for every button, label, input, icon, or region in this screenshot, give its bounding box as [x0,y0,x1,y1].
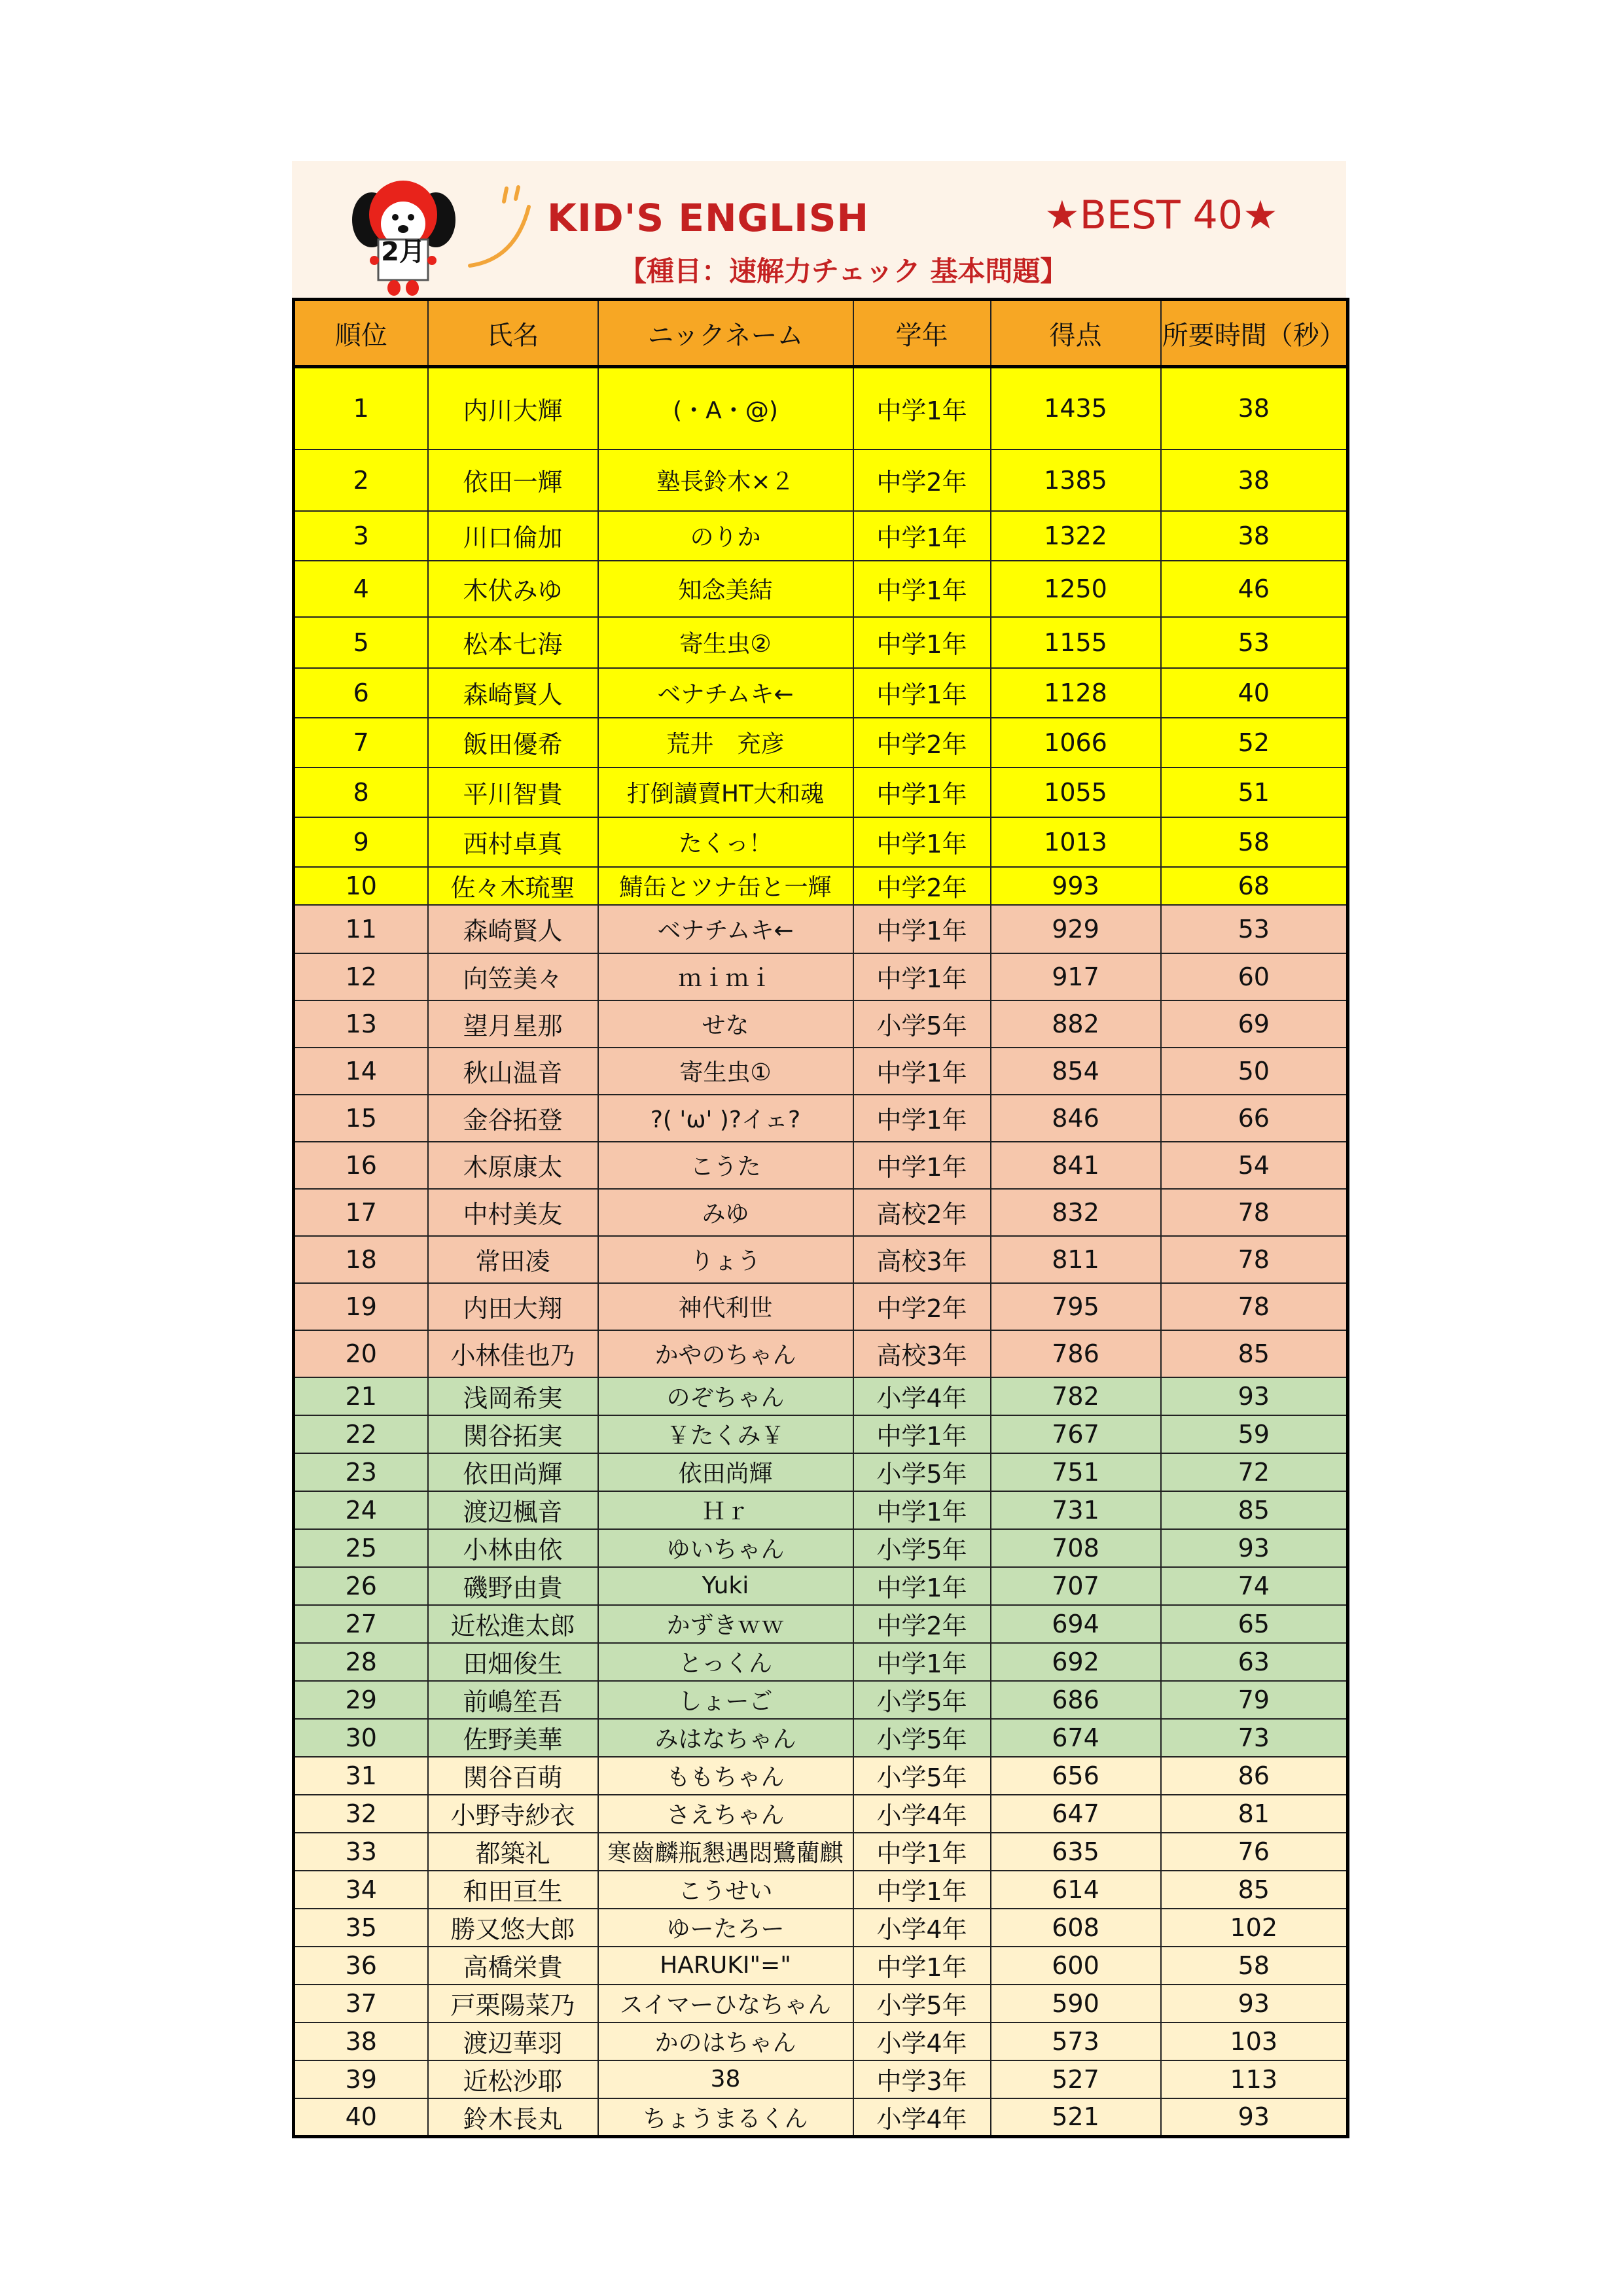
name-cell: 都築礼 [428,1833,598,1871]
score-cell: 731 [991,1491,1161,1529]
grade-cell: 中学1年 [853,561,991,617]
nickname-cell: 寄生虫② [598,617,853,668]
time-cell: 93 [1161,1529,1348,1567]
column-header-rank: 順位 [294,300,428,367]
score-cell: 608 [991,1909,1161,1947]
table-row [294,2022,1348,2060]
grade-cell: 中学1年 [853,1415,991,1453]
rank-cell: 33 [294,1833,428,1871]
grade-cell: 小学5年 [853,1000,991,1048]
score-cell: 841 [991,1142,1161,1189]
rank-cell: 23 [294,1453,428,1491]
time-cell: 68 [1161,867,1348,905]
score-cell: 1066 [991,718,1161,768]
grade-cell: 高校3年 [853,1236,991,1283]
rank-cell: 24 [294,1491,428,1529]
grade-cell: 中学1年 [853,1871,991,1909]
grade-cell: 中学1年 [853,1833,991,1871]
grade-cell: 小学4年 [853,2098,991,2137]
rank-cell: 21 [294,1377,428,1415]
rank-cell: 13 [294,1000,428,1048]
rank-cell: 5 [294,617,428,668]
month-label: 2月 [381,237,425,267]
grade-cell: 中学1年 [853,768,991,817]
time-cell: 52 [1161,718,1348,768]
name-cell: 関谷百萌 [428,1757,598,1795]
name-cell: 小林由依 [428,1529,598,1567]
name-cell: 中村美友 [428,1189,598,1236]
time-cell: 54 [1161,1142,1348,1189]
table-row [294,1453,1348,1491]
nickname-cell: りょう [598,1236,853,1283]
nickname-cell: 依田尚輝 [598,1453,853,1491]
table-row [294,718,1348,768]
time-cell: 59 [1161,1415,1348,1453]
table-row [294,1719,1348,1757]
score-cell: 782 [991,1377,1161,1415]
table-row [294,1095,1348,1142]
nickname-cell: こうせい [598,1871,853,1909]
name-cell: 渡辺楓音 [428,1491,598,1529]
column-header-nickname: ニックネーム [598,300,853,367]
rank-cell: 9 [294,817,428,867]
score-cell: 1013 [991,817,1161,867]
table-header-row [294,300,1348,367]
nickname-cell: 打倒讀賣HT大和魂 [598,768,853,817]
grade-cell: 中学1年 [853,817,991,867]
name-cell: 前嶋笙吾 [428,1681,598,1719]
grade-cell: 小学4年 [853,1377,991,1415]
grade-cell: 中学2年 [853,450,991,511]
nickname-cell: (・A・@) [598,367,853,450]
name-cell: 向笠美々 [428,953,598,1000]
table-row [294,511,1348,561]
rank-cell: 18 [294,1236,428,1283]
name-cell: 佐々木琉聖 [428,867,598,905]
score-cell: 929 [991,905,1161,953]
grade-cell: 中学2年 [853,718,991,768]
nickname-cell: みゆ [598,1189,853,1236]
rank-cell: 29 [294,1681,428,1719]
name-cell: 金谷拓登 [428,1095,598,1142]
rank-cell: 15 [294,1095,428,1142]
rank-cell: 25 [294,1529,428,1567]
name-cell: 勝又悠大郎 [428,1909,598,1947]
score-cell: 786 [991,1330,1161,1377]
grade-cell: 小学4年 [853,2022,991,2060]
nickname-cell: 鯖缶とツナ缶と一輝 [598,867,853,905]
score-cell: 854 [991,1048,1161,1095]
table-row [294,2060,1348,2098]
grade-cell: 小学4年 [853,1795,991,1833]
name-cell: 常田凌 [428,1236,598,1283]
rank-cell: 34 [294,1871,428,1909]
table-row [294,1377,1348,1415]
table-row [294,1283,1348,1330]
name-cell: 松本七海 [428,617,598,668]
name-cell: 小林佳也乃 [428,1330,598,1377]
score-cell: 767 [991,1415,1161,1453]
time-cell: 85 [1161,1330,1348,1377]
rank-cell: 39 [294,2060,428,2098]
nickname-cell: せな [598,1000,853,1048]
score-cell: 708 [991,1529,1161,1567]
table-row [294,1605,1348,1643]
rank-cell: 14 [294,1048,428,1095]
rank-cell: 28 [294,1643,428,1681]
time-cell: 85 [1161,1871,1348,1909]
time-cell: 74 [1161,1567,1348,1605]
table-row [294,367,1348,450]
name-cell: 木伏みゆ [428,561,598,617]
grade-cell: 中学1年 [853,1947,991,1985]
time-cell: 103 [1161,2022,1348,2060]
score-cell: 811 [991,1236,1161,1283]
score-cell: 1322 [991,511,1161,561]
table-row [294,1681,1348,1719]
name-cell: 森崎賢人 [428,905,598,953]
score-cell: 832 [991,1189,1161,1236]
table-row [294,668,1348,718]
name-cell: 磯野由貴 [428,1567,598,1605]
table-row [294,1529,1348,1567]
rank-cell: 40 [294,2098,428,2137]
rank-cell: 8 [294,768,428,817]
name-cell: 渡辺華羽 [428,2022,598,2060]
nickname-cell: たくっ！ [598,817,853,867]
grade-cell: 中学1年 [853,1491,991,1529]
grade-cell: 小学4年 [853,1909,991,1947]
table-row [294,1330,1348,1377]
time-cell: 40 [1161,668,1348,718]
grade-cell: 中学2年 [853,867,991,905]
rank-cell: 1 [294,367,428,450]
nickname-cell: Yuki [598,1567,853,1605]
rank-cell: 37 [294,1985,428,2022]
score-cell: 1055 [991,768,1161,817]
name-cell: 平川智貴 [428,768,598,817]
time-cell: 81 [1161,1795,1348,1833]
name-cell: 和田亘生 [428,1871,598,1909]
table-row [294,1000,1348,1048]
grade-cell: 中学1年 [853,953,991,1000]
score-cell: 614 [991,1871,1161,1909]
time-cell: 102 [1161,1909,1348,1947]
name-cell: 秋山温音 [428,1048,598,1095]
name-cell: 川口倫加 [428,511,598,561]
time-cell: 46 [1161,561,1348,617]
time-cell: 79 [1161,1681,1348,1719]
time-cell: 78 [1161,1236,1348,1283]
score-cell: 1385 [991,450,1161,511]
grade-cell: 小学5年 [853,1453,991,1491]
nickname-cell: ゆーたろー [598,1909,853,1947]
rank-cell: 2 [294,450,428,511]
table-row [294,1947,1348,1985]
rank-cell: 11 [294,905,428,953]
column-header-grade: 学年 [853,300,991,367]
rank-cell: 20 [294,1330,428,1377]
time-cell: 93 [1161,1985,1348,2022]
score-cell: 1128 [991,668,1161,718]
event-subtitle: 【種目：速解力チェック 基本問題】 [619,255,1068,287]
grade-cell: 高校2年 [853,1189,991,1236]
grade-cell: 中学2年 [853,1283,991,1330]
time-cell: 50 [1161,1048,1348,1095]
name-cell: 内田大翔 [428,1283,598,1330]
grade-cell: 高校3年 [853,1330,991,1377]
score-cell: 600 [991,1947,1161,1985]
score-cell: 1435 [991,367,1161,450]
time-cell: 53 [1161,905,1348,953]
name-cell: 内川大輝 [428,367,598,450]
grade-cell: 小学5年 [853,1529,991,1567]
rank-cell: 27 [294,1605,428,1643]
score-cell: 656 [991,1757,1161,1795]
time-cell: 93 [1161,1377,1348,1415]
score-cell: 573 [991,2022,1161,2060]
column-header-time: 所要時間（秒） [1161,300,1348,367]
table-row [294,2098,1348,2137]
time-cell: 76 [1161,1833,1348,1871]
score-cell: 917 [991,953,1161,1000]
nickname-cell: しょーご [598,1681,853,1719]
nickname-cell: 知念美結 [598,561,853,617]
time-cell: 66 [1161,1095,1348,1142]
nickname-cell: かのはちゃん [598,2022,853,2060]
nickname-cell: 神代利世 [598,1283,853,1330]
grade-cell: 小学5年 [853,1985,991,2022]
table-row [294,1757,1348,1795]
score-cell: 882 [991,1000,1161,1048]
table-row [294,1142,1348,1189]
name-cell: 飯田優希 [428,718,598,768]
score-cell: 635 [991,1833,1161,1871]
time-cell: 38 [1161,450,1348,511]
nickname-cell: こうた [598,1142,853,1189]
nickname-cell: ベナチムキ← [598,668,853,718]
table-row [294,1985,1348,2022]
rank-cell: 19 [294,1283,428,1330]
grade-cell: 中学3年 [853,2060,991,2098]
time-cell: 63 [1161,1643,1348,1681]
name-cell: 依田尚輝 [428,1453,598,1491]
time-cell: 58 [1161,1947,1348,1985]
rank-cell: 32 [294,1795,428,1833]
nickname-cell: Ｈｒ [598,1491,853,1529]
nickname-cell: とっくん [598,1643,853,1681]
grade-cell: 中学1年 [853,617,991,668]
name-cell: 依田一輝 [428,450,598,511]
name-cell: 田畑俊生 [428,1643,598,1681]
table-row [294,450,1348,511]
rank-cell: 35 [294,1909,428,1947]
rank-cell: 22 [294,1415,428,1453]
nickname-cell: ￥たくみ￥ [598,1415,853,1453]
ranking-table [292,298,1349,2138]
name-cell: 木原康太 [428,1142,598,1189]
nickname-cell: ちょうまるくん [598,2098,853,2137]
grade-cell: 中学1年 [853,367,991,450]
table-row [294,905,1348,953]
name-cell: 佐野美華 [428,1719,598,1757]
grade-cell: 中学1年 [853,511,991,561]
score-cell: 692 [991,1643,1161,1681]
nickname-cell: 38 [598,2060,853,2098]
ranking-banner [292,161,1346,298]
time-cell: 113 [1161,2060,1348,2098]
score-cell: 993 [991,867,1161,905]
table-row [294,1909,1348,1947]
ranking-table-body [294,367,1348,2137]
grade-cell: 小学5年 [853,1719,991,1757]
name-cell: 望月星那 [428,1000,598,1048]
nickname-cell: かずきｗｗ [598,1605,853,1643]
score-cell: 674 [991,1719,1161,1757]
nickname-cell: さえちゃん [598,1795,853,1833]
nickname-cell: かやのちゃん [598,1330,853,1377]
name-cell: 森崎賢人 [428,668,598,718]
nickname-cell: ゆいちゃん [598,1529,853,1567]
rank-cell: 30 [294,1719,428,1757]
nickname-cell: のぞちゃん [598,1377,853,1415]
smile-swoosh-icon [463,181,548,272]
grade-cell: 中学2年 [853,1605,991,1643]
score-cell: 694 [991,1605,1161,1643]
score-cell: 795 [991,1283,1161,1330]
nickname-cell: ももちゃん [598,1757,853,1795]
name-cell: 近松沙耶 [428,2060,598,2098]
time-cell: 93 [1161,2098,1348,2137]
table-row [294,1833,1348,1871]
table-row [294,1189,1348,1236]
grade-cell: 中学1年 [853,905,991,953]
rank-cell: 12 [294,953,428,1000]
score-cell: 647 [991,1795,1161,1833]
rank-cell: 38 [294,2022,428,2060]
score-cell: 590 [991,1985,1161,2022]
nickname-cell: HARUKI"=" [598,1947,853,1985]
table-row [294,1491,1348,1529]
score-cell: 846 [991,1095,1161,1142]
table-row [294,1567,1348,1605]
nickname-cell: 荒井 充彦 [598,718,853,768]
table-row [294,1048,1348,1095]
time-cell: 69 [1161,1000,1348,1048]
nickname-cell: 塾長鈴木×２ [598,450,853,511]
score-cell: 751 [991,1453,1161,1491]
nickname-cell: のりか [598,511,853,561]
time-cell: 78 [1161,1189,1348,1236]
rank-cell: 4 [294,561,428,617]
score-cell: 1250 [991,561,1161,617]
time-cell: 51 [1161,768,1348,817]
rank-cell: 31 [294,1757,428,1795]
time-cell: 78 [1161,1283,1348,1330]
brand-title: KID'S ENGLISH [547,196,870,240]
time-cell: 85 [1161,1491,1348,1529]
rank-cell: 17 [294,1189,428,1236]
table-row [294,1415,1348,1453]
time-cell: 65 [1161,1605,1348,1643]
grade-cell: 中学1年 [853,1643,991,1681]
name-cell: 戸栗陽菜乃 [428,1985,598,2022]
table-row [294,1643,1348,1681]
best-40-label: ★BEST 40★ [1044,192,1278,238]
table-row [294,817,1348,867]
nickname-cell: ?( 'ω' )?イェ? [598,1095,853,1142]
table-row [294,1236,1348,1283]
nickname-cell: 寄生虫① [598,1048,853,1095]
rank-cell: 3 [294,511,428,561]
rank-cell: 26 [294,1567,428,1605]
column-header-name: 氏名 [428,300,598,367]
grade-cell: 中学1年 [853,1048,991,1095]
rank-cell: 6 [294,668,428,718]
nickname-cell: みはなちゃん [598,1719,853,1757]
table-row [294,768,1348,817]
name-cell: 高橋栄貴 [428,1947,598,1985]
time-cell: 38 [1161,511,1348,561]
table-row [294,617,1348,668]
table-row [294,1795,1348,1833]
name-cell: 浅岡希実 [428,1377,598,1415]
score-cell: 686 [991,1681,1161,1719]
time-cell: 73 [1161,1719,1348,1757]
time-cell: 86 [1161,1757,1348,1795]
column-header-score: 得点 [991,300,1161,367]
name-cell: 西村卓真 [428,817,598,867]
name-cell: 鈴木長丸 [428,2098,598,2137]
table-row [294,867,1348,905]
table-row [294,953,1348,1000]
grade-cell: 中学1年 [853,1142,991,1189]
table-row [294,561,1348,617]
rank-cell: 16 [294,1142,428,1189]
grade-cell: 小学5年 [853,1757,991,1795]
score-cell: 527 [991,2060,1161,2098]
name-cell: 小野寺紗衣 [428,1795,598,1833]
nickname-cell: ベナチムキ← [598,905,853,953]
name-cell: 関谷拓実 [428,1415,598,1453]
score-cell: 707 [991,1567,1161,1605]
time-cell: 58 [1161,817,1348,867]
time-cell: 38 [1161,367,1348,450]
score-cell: 521 [991,2098,1161,2137]
nickname-cell: 寒齒麟瓶懇遇悶鷺藺麒 [598,1833,853,1871]
rank-cell: 10 [294,867,428,905]
rank-cell: 7 [294,718,428,768]
grade-cell: 中学1年 [853,1095,991,1142]
rank-cell: 36 [294,1947,428,1985]
score-cell: 1155 [991,617,1161,668]
nickname-cell: スイマーひなちゃん [598,1985,853,2022]
time-cell: 72 [1161,1453,1348,1491]
grade-cell: 小学5年 [853,1681,991,1719]
time-cell: 53 [1161,617,1348,668]
grade-cell: 中学1年 [853,1567,991,1605]
nickname-cell: ｍｉｍｉ [598,953,853,1000]
table-row [294,1871,1348,1909]
name-cell: 近松進太郎 [428,1605,598,1643]
time-cell: 60 [1161,953,1348,1000]
grade-cell: 中学1年 [853,668,991,718]
